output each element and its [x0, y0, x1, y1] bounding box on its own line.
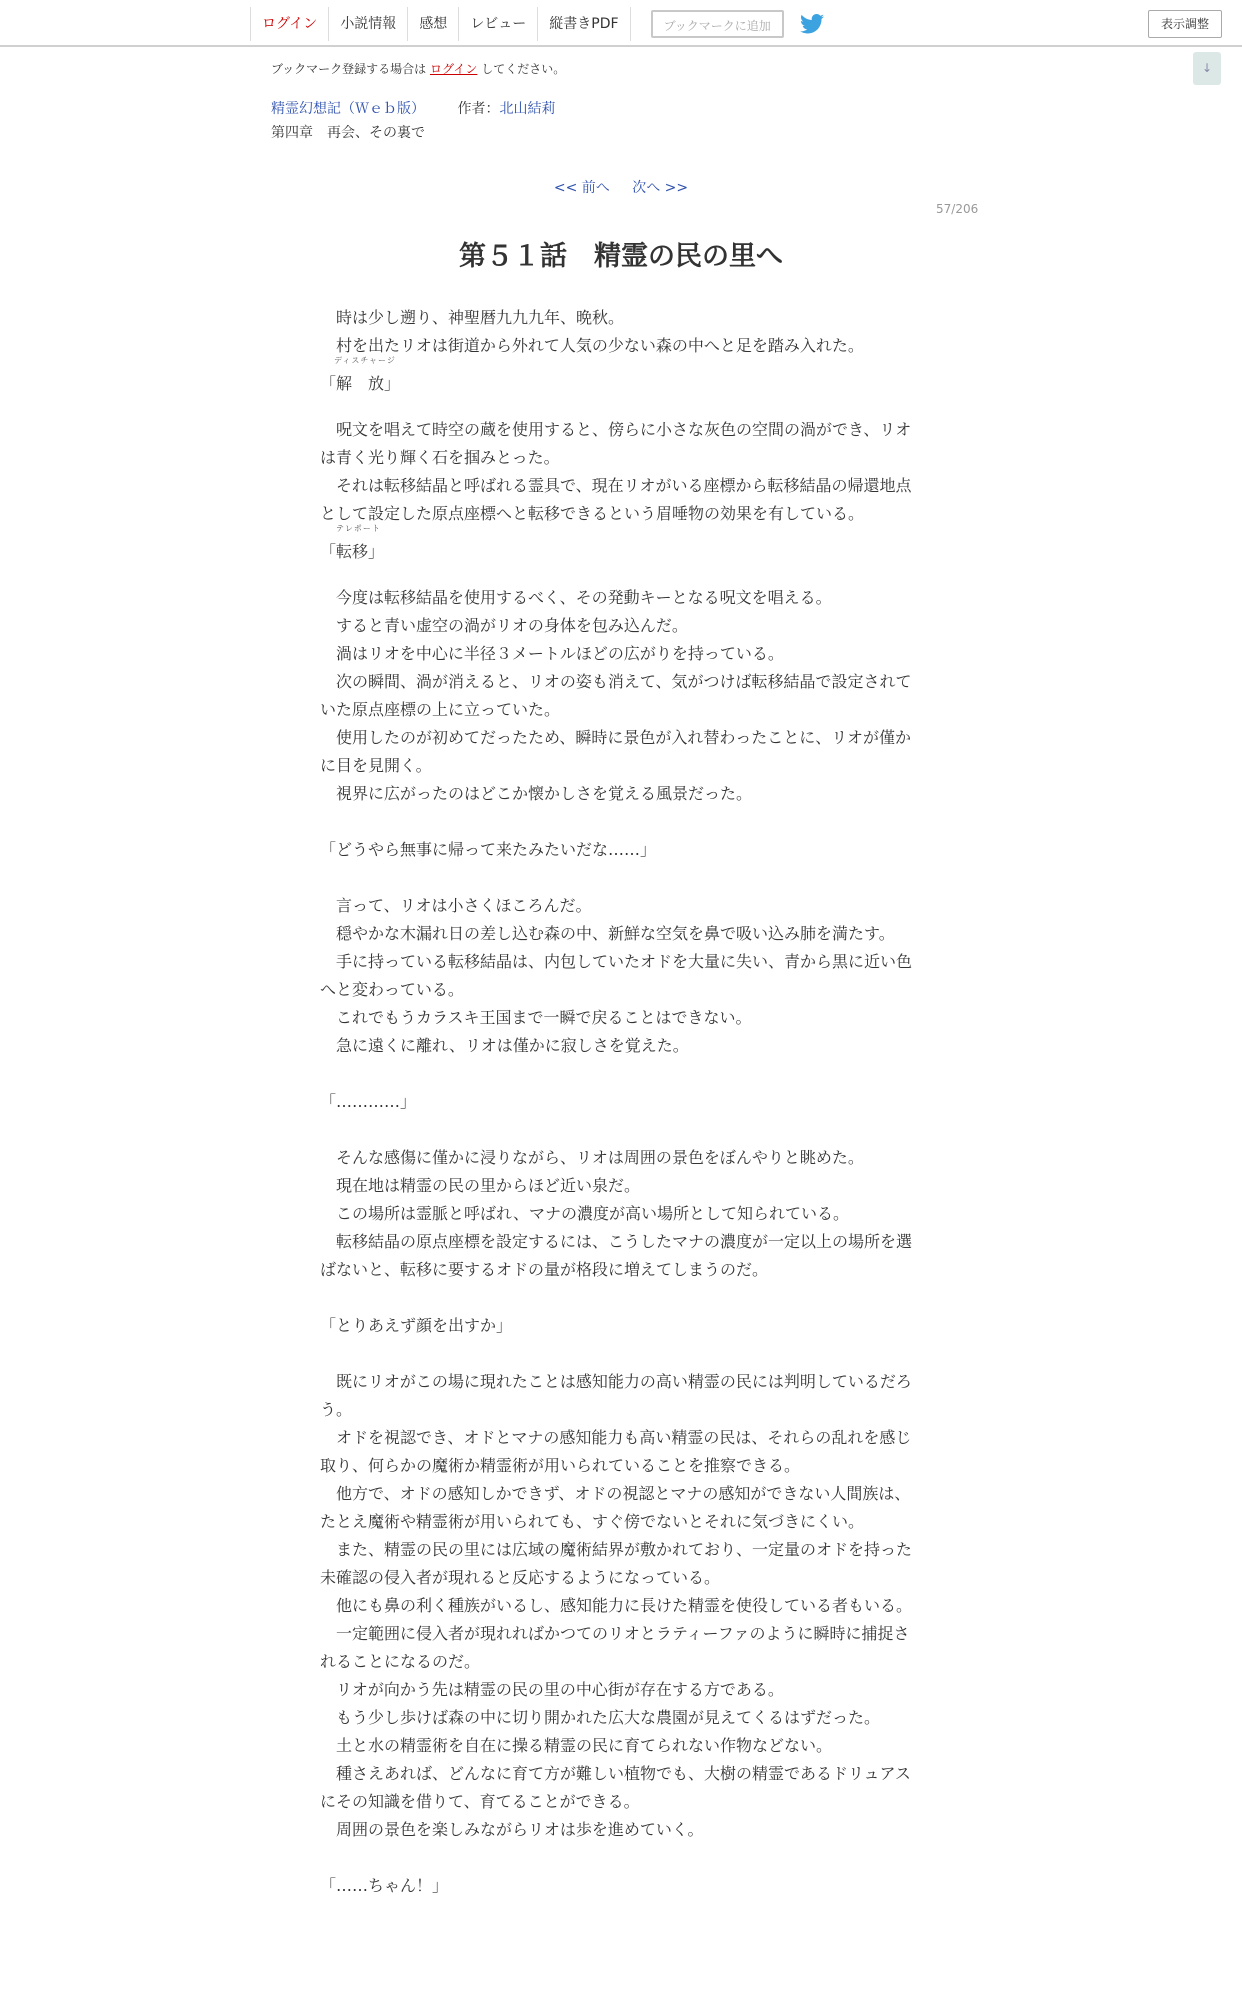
text-line: 取り、何らかの魔術か精霊術が用いられていることを推察できる。 — [320, 1456, 801, 1475]
nav-login-link[interactable]: ログイン — [251, 7, 329, 41]
text-line: 未確認の侵入者が現れると反応するようになっている。 — [320, 1568, 721, 1587]
text-line: れることになるのだ。 — [320, 1652, 481, 1671]
blank-line — [320, 1340, 920, 1368]
nav-vertical-pdf-link[interactable]: 縦書きPDF — [538, 7, 630, 41]
dialogue-line — [320, 524, 920, 566]
nav-impressions-link[interactable]: 感想 — [408, 7, 459, 41]
text-line: ばないと、転移に要するオドの量が格段に増えてしまうのだ。 — [320, 1260, 769, 1279]
quote-close: 」 — [384, 374, 401, 393]
quote-close: 」 — [368, 542, 385, 561]
text-line: 他方で、オドの感知しかできず、オドの視認とマナの感知ができない人間族は、 — [320, 1484, 911, 1503]
ruby-text: ディスチャージ — [334, 356, 396, 365]
blank-line — [320, 1116, 920, 1144]
nav-review-link[interactable]: レビュー — [459, 7, 538, 41]
text-line: また、精霊の民の里には広域の魔術結界が敷かれており、一定量のオドを持った — [320, 1540, 913, 1559]
next-link[interactable]: 次へ >> — [632, 180, 689, 196]
text-line: すると青い虚空の渦がリオの身体を包み込んだ。 — [320, 616, 688, 635]
dialogue-line — [320, 356, 920, 398]
text-line: それは転移結晶と呼ばれる霊具で、現在リオがいる座標から転移結晶の帰還地点 — [320, 476, 912, 495]
login-link[interactable]: ログイン — [430, 62, 478, 76]
add-bookmark-button[interactable]: ブックマークに追加 — [651, 10, 784, 38]
text-line: リオが向かう先は精霊の民の里の中心街が存在する方である。 — [320, 1680, 784, 1699]
text-line: 視界に広がったのはどこか懐かしさを覚える風景だった。 — [320, 784, 753, 803]
bookmark-login-note — [271, 60, 565, 77]
text-line: この場所は霊脈と呼ばれ、マナの濃度が高い場所として知られている。 — [320, 1204, 849, 1223]
text-line: オドを視認でき、オドとマナの感知能力も高い精霊の民は、それらの乱れを感じ — [320, 1428, 912, 1447]
text-line: 村を出たリオは街道から外れて人気の少ない森の中へと足を踏み入れた。 — [320, 336, 864, 355]
text-line: 種さえあれば、どんなに育て方が難しい植物でも、大樹の精霊であるドリュアス — [320, 1764, 911, 1783]
text-line: は青く光り輝く石を掴みとった。 — [320, 448, 560, 467]
episode-body — [320, 304, 920, 1900]
quote-open: 「 — [320, 374, 337, 393]
author-label: 作者： — [457, 101, 500, 117]
blank-line — [320, 864, 920, 892]
text-line: 手に持っている転移結晶は、内包していたオドを大量に失い、青から黒に近い色 — [320, 952, 913, 971]
text-line: う。 — [320, 1400, 353, 1419]
text-line: にその知識を借りて、育てることができる。 — [320, 1792, 640, 1811]
novel-info — [271, 98, 555, 118]
chapter-title: 第四章 再会、その裏で — [271, 125, 425, 141]
dialogue-line: 「…………」 — [320, 1092, 417, 1111]
login-note-suffix: してください。 — [481, 62, 566, 76]
ruby-base: 解 放 — [336, 374, 385, 393]
episode-title: 第５１話 精霊の民の里へ — [459, 241, 783, 272]
text-line: たとえ魔術や精霊術が用いられても、すぐ傍でないとそれに気づきにくい。 — [320, 1512, 865, 1531]
scroll-down-button[interactable]: ↓ — [1193, 52, 1221, 85]
text-line: へと変わっている。 — [320, 980, 464, 999]
blank-line — [320, 1060, 920, 1088]
text-line: 既にリオがこの場に現れたことは感知能力の高い精霊の民には判明しているだろ — [320, 1372, 912, 1391]
text-line: 一定範囲に侵入者が現れればかつてのリオとラティーファのように瞬時に捕捉さ — [320, 1624, 910, 1643]
text-line: そんな感傷に僅かに浸りながら、リオは周囲の景色をぼんやりと眺めた。 — [320, 1148, 864, 1167]
blank-line — [320, 808, 920, 836]
top-nav — [250, 7, 826, 41]
dialogue-line: 「……ちゃん！」 — [320, 1876, 449, 1895]
text-line: 呪文を唱えて時空の蔵を使用すると、傍らに小さな灰色の空間の渦ができ、リオ — [320, 420, 912, 439]
blank-line — [320, 1284, 920, 1312]
text-line: として設定した原点座標へと転移できるという眉唾物の効果を有している。 — [320, 504, 865, 523]
dialogue-line: 「どうやら無事に帰って来たみたいだな……」 — [320, 840, 657, 859]
author-link[interactable]: 北山結莉 — [499, 101, 556, 117]
text-line: 他にも鼻の利く種族がいるし、感知能力に長けた精霊を使役している者もいる。 — [320, 1596, 913, 1615]
episode-count: 57/206 — [936, 202, 979, 216]
episode-pager — [0, 177, 1242, 197]
text-line: 現在地は精霊の民の里からほど近い泉だ。 — [320, 1176, 641, 1195]
text-line: もう少し歩けば森の中に切り開かれた広大な農園が見えてくるはずだった。 — [320, 1708, 881, 1727]
nav-novel-info-link[interactable]: 小説情報 — [329, 7, 408, 41]
ruby-text: テレポート — [336, 524, 381, 533]
text-line: 転移結晶の原点座標を設定するには、こうしたマナの濃度が一定以上の場所を選 — [320, 1232, 913, 1251]
login-note-text: ブックマーク登録する場合は — [271, 62, 427, 76]
ruby-base: 転移 — [336, 542, 369, 561]
ruby-word — [334, 356, 396, 398]
display-settings-button[interactable]: 表示調整 — [1148, 10, 1222, 38]
text-line: 急に遠くに離れ、リオは僅かに寂しさを覚えた。 — [320, 1036, 689, 1055]
top-header — [0, 0, 1242, 47]
prev-link[interactable]: << 前へ — [553, 180, 610, 196]
text-line: 穏やかな木漏れ日の差し込む森の中、新鮮な空気を鼻で吸い込み肺を満たす。 — [320, 924, 895, 943]
text-line: 言って、リオは小さくほころんだ。 — [320, 896, 592, 915]
text-line: これでもうカラスキ王国まで一瞬で戻ることはできない。 — [320, 1008, 752, 1027]
text-line: いた原点座標の上に立っていた。 — [320, 700, 561, 719]
quote-open: 「 — [320, 542, 337, 561]
ruby-word — [336, 524, 381, 566]
novel-title-link[interactable]: 精霊幻想記（Ｗｅｂ版） — [271, 101, 425, 117]
text-line: 次の瞬間、渦が消えると、リオの姿も消えて、気がつけば転移結晶で設定されて — [320, 672, 912, 691]
twitter-icon[interactable] — [800, 13, 826, 35]
text-line: 渦はリオを中心に半径３メートルほどの広がりを持っている。 — [320, 644, 784, 663]
text-line: 時は少し遡り、神聖暦九九九年、晩秋。 — [320, 308, 625, 327]
text-line: に目を見開く。 — [320, 756, 432, 775]
text-line: 今度は転移結晶を使用するべく、その発動キーとなる呪文を唱える。 — [320, 588, 832, 607]
text-line: 使用したのが初めてだったため、瞬時に景色が入れ替わったことに、リオが僅か — [320, 728, 912, 747]
dialogue-line: 「とりあえず顔を出すか」 — [320, 1316, 513, 1335]
text-line: 土と水の精霊術を自在に操る精霊の民に育てられない作物などない。 — [320, 1736, 833, 1755]
blank-line — [320, 1844, 920, 1872]
text-line: 周囲の景色を楽しみながらリオは歩を進めていく。 — [320, 1820, 704, 1839]
